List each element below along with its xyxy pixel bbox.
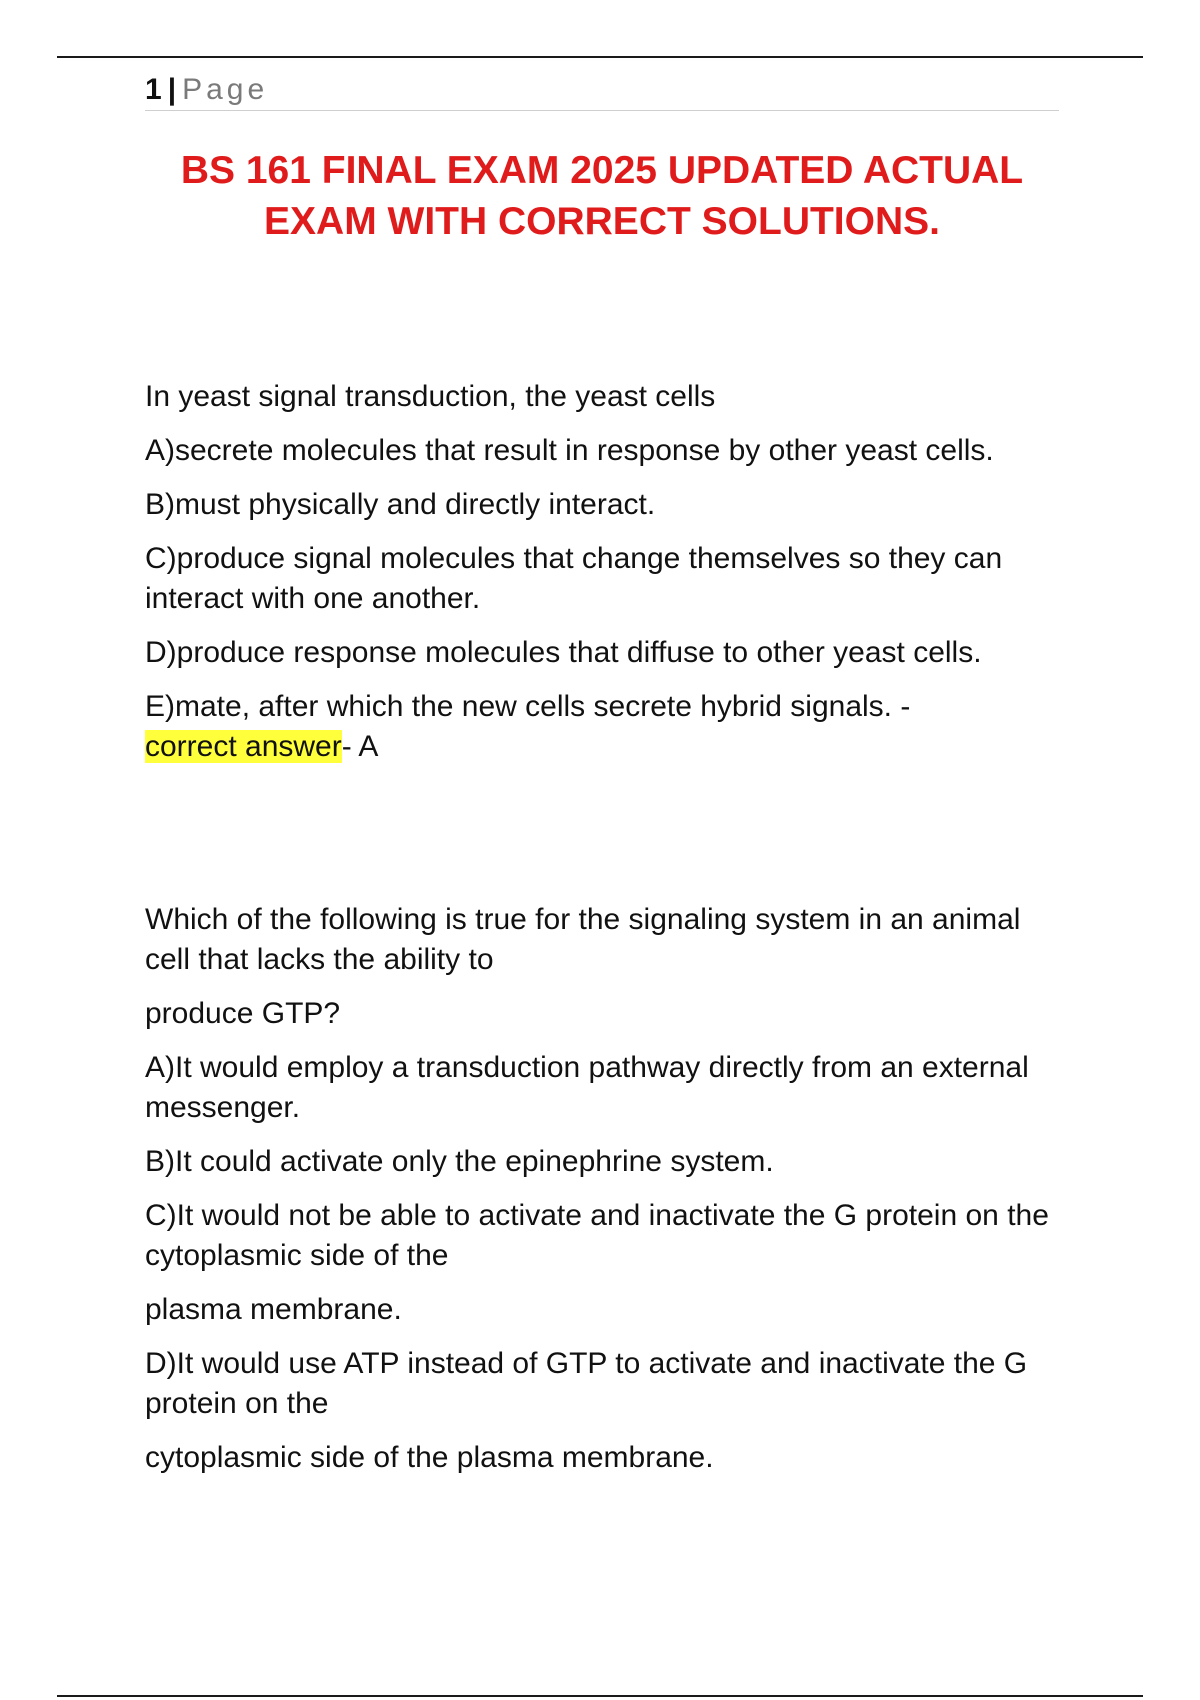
question-2-option-c: C)It would not be able to activate and inactivate the G protein on the cytoplasmic side of the — [145, 1199, 1049, 1272]
page-number: 1 — [145, 73, 162, 106]
question-2-option-a: A)It would employ a transduction pathway directly from an external messenger. — [145, 1051, 1029, 1124]
question-gap — [145, 767, 1065, 900]
question-1-option-e — [145, 687, 1065, 767]
question-1-option-e-text: E)mate, after which the new cells secrete hybrid signals. - — [145, 690, 911, 723]
question-1-option-b: B)must physically and directly interact. — [145, 488, 656, 521]
page-separator: | — [167, 73, 177, 106]
question-1-option-c: C)produce signal molecules that change themselves so they can interact with one another. — [145, 542, 1003, 615]
document-body — [145, 377, 1065, 1492]
page-header — [145, 70, 1059, 111]
correct-answer-value: - A — [341, 730, 379, 763]
question-1-option-a: A)secrete molecules that result in response by other yeast cells. — [145, 434, 994, 467]
question-2-option-d: D)It would use ATP instead of GTP to activate and inactivate the G protein on the — [145, 1347, 1028, 1420]
title-line-1: BS 161 FINAL EXAM 2025 UPDATED ACTUAL — [180, 149, 1024, 192]
top-rule — [57, 56, 1143, 58]
question-2-option-c-continued: plasma membrane. — [145, 1293, 402, 1326]
title-line-2: EXAM WITH CORRECT SOLUTIONS. — [264, 200, 940, 243]
question-2-option-b: B)It could activate only the epinephrine system. — [145, 1145, 774, 1178]
question-1-option-d: D)produce response molecules that diffuse to other yeast cells. — [145, 636, 982, 669]
question-2-stem-continued: produce GTP? — [145, 997, 341, 1030]
page-label: Page — [182, 73, 269, 106]
bottom-rule — [57, 1695, 1143, 1697]
question-2-option-d-continued: cytoplasmic side of the plasma membrane. — [145, 1441, 714, 1474]
document-title — [145, 145, 1059, 247]
question-2-stem: Which of the following is true for the signaling system in an animal cell that lacks the ability to — [145, 903, 1021, 976]
question-1-stem: In yeast signal transduction, the yeast cells — [145, 380, 716, 413]
correct-answer-highlight: correct answer — [145, 730, 342, 763]
